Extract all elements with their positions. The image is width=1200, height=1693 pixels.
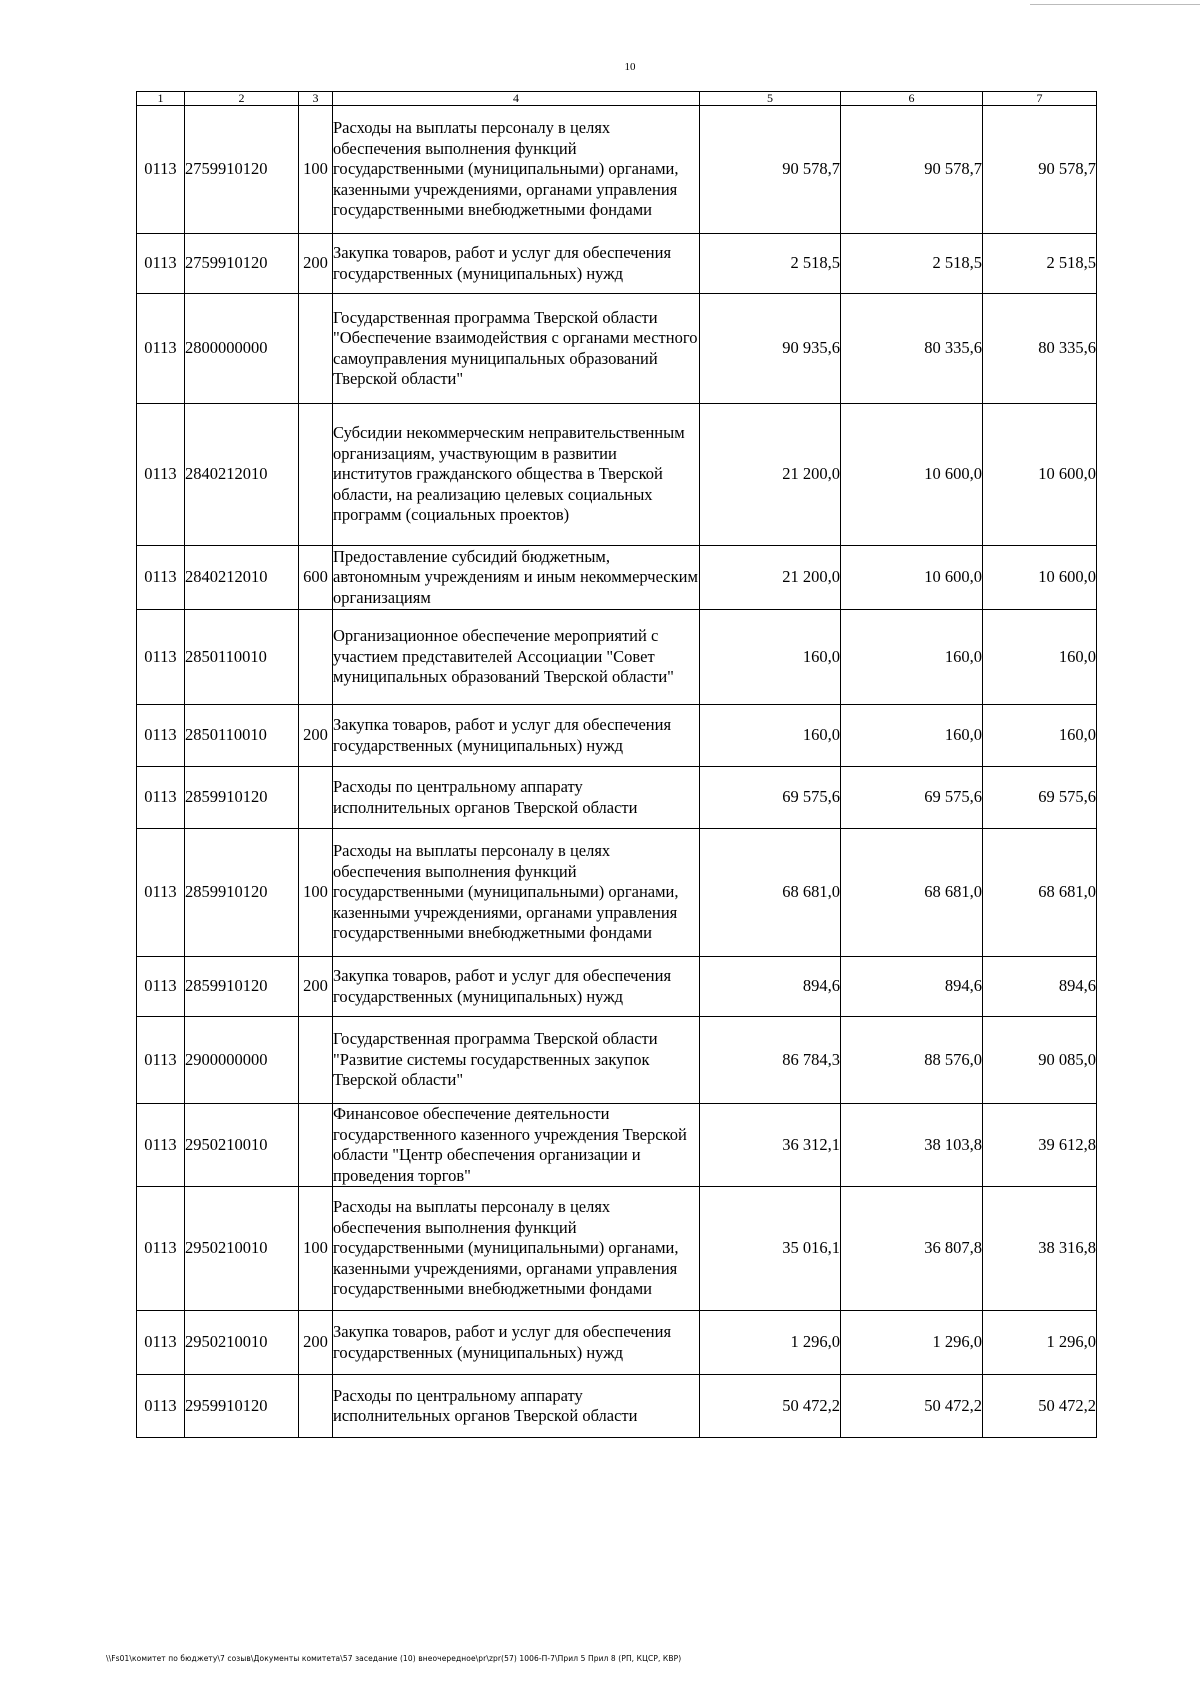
- row-description: Расходы по центральному аппарату исполнительных органов Тверской области: [333, 767, 700, 829]
- amount-year-2: 90 578,7: [841, 106, 983, 234]
- amount-year-3: 39 612,8: [983, 1104, 1097, 1187]
- amount-year-1: 36 312,1: [700, 1104, 841, 1187]
- row-description: Финансовое обеспечение деятельности государственного казенного учреждения Тверской области "Центр обеспечения организации и проведения торгов": [333, 1104, 700, 1187]
- amount-year-1: 86 784,3: [700, 1017, 841, 1104]
- table-row: [137, 705, 1097, 767]
- column-header-6: 6: [841, 92, 983, 106]
- target-article-code: 2859910120: [185, 829, 299, 957]
- column-header-4: 4: [333, 92, 700, 106]
- amount-year-2: 10 600,0: [841, 546, 983, 610]
- amount-year-3: 10 600,0: [983, 546, 1097, 610]
- budget-table: [136, 91, 1097, 1438]
- table-row: [137, 610, 1097, 705]
- amount-year-3: 68 681,0: [983, 829, 1097, 957]
- page-number: 10: [624, 61, 636, 73]
- table-row: [137, 1187, 1097, 1311]
- section-code: 0113: [137, 1311, 185, 1375]
- amount-year-3: 160,0: [983, 610, 1097, 705]
- amount-year-3: 2 518,5: [983, 234, 1097, 294]
- row-description: Закупка товаров, работ и услуг для обеспечения государственных (муниципальных) нужд: [333, 705, 700, 767]
- row-description: Государственная программа Тверской области "Обеспечение взаимодействия с органами местного самоуправления муниципальных образований Тверской области": [333, 294, 700, 404]
- expense-type-code: [299, 767, 333, 829]
- amount-year-2: 38 103,8: [841, 1104, 983, 1187]
- section-code: 0113: [137, 1375, 185, 1438]
- target-article-code: 2850110010: [185, 610, 299, 705]
- table-row: [137, 234, 1097, 294]
- section-code: 0113: [137, 1187, 185, 1311]
- expense-type-code: 200: [299, 957, 333, 1017]
- amount-year-3: 90 085,0: [983, 1017, 1097, 1104]
- amount-year-1: 2 518,5: [700, 234, 841, 294]
- expense-type-code: [299, 1375, 333, 1438]
- amount-year-1: 894,6: [700, 957, 841, 1017]
- amount-year-3: 90 578,7: [983, 106, 1097, 234]
- amount-year-3: 38 316,8: [983, 1187, 1097, 1311]
- table-row: [137, 294, 1097, 404]
- column-header-7: 7: [983, 92, 1097, 106]
- target-article-code: 2950210010: [185, 1311, 299, 1375]
- expense-type-code: [299, 294, 333, 404]
- expense-type-code: [299, 1104, 333, 1187]
- amount-year-3: 50 472,2: [983, 1375, 1097, 1438]
- target-article-code: 2840212010: [185, 546, 299, 610]
- table-row: [137, 829, 1097, 957]
- scan-edge-line: [1030, 4, 1200, 5]
- amount-year-1: 69 575,6: [700, 767, 841, 829]
- target-article-code: 2850110010: [185, 705, 299, 767]
- row-description: Закупка товаров, работ и услуг для обеспечения государственных (муниципальных) нужд: [333, 1311, 700, 1375]
- amount-year-1: 1 296,0: [700, 1311, 841, 1375]
- table-row: [137, 1017, 1097, 1104]
- row-description: Расходы на выплаты персоналу в целях обеспечения выполнения функций государственными (муниципальными) органами, казенными учреждениями, органами управления государственными внебюджетными фондами: [333, 1187, 700, 1311]
- amount-year-2: 80 335,6: [841, 294, 983, 404]
- row-description: Расходы на выплаты персоналу в целях обеспечения выполнения функций государственными (муниципальными) органами, казенными учреждениями, органами управления государственными внебюджетными фондами: [333, 106, 700, 234]
- amount-year-1: 21 200,0: [700, 546, 841, 610]
- row-description: Расходы на выплаты персоналу в целях обеспечения выполнения функций государственными (муниципальными) органами, казенными учреждениями, органами управления государственными внебюджетными фондами: [333, 829, 700, 957]
- file-path-footer: \\Fs01\комитет по бюджету\7 созыв\Документы комитета\57 заседание (10) внеочередное\pr\zpr(57) 1006-П-7\Прил 5 Прил 8 (РП, КЦСР, КВР): [106, 1654, 682, 1663]
- target-article-code: 2759910120: [185, 234, 299, 294]
- amount-year-1: 35 016,1: [700, 1187, 841, 1311]
- row-description: Организационное обеспечение мероприятий с участием представителей Ассоциации "Совет муниципальных образований Тверской области": [333, 610, 700, 705]
- table-row: [137, 404, 1097, 546]
- amount-year-2: 1 296,0: [841, 1311, 983, 1375]
- amount-year-2: 69 575,6: [841, 767, 983, 829]
- section-code: 0113: [137, 106, 185, 234]
- section-code: 0113: [137, 957, 185, 1017]
- section-code: 0113: [137, 294, 185, 404]
- amount-year-2: 160,0: [841, 705, 983, 767]
- section-code: 0113: [137, 546, 185, 610]
- column-header-5: 5: [700, 92, 841, 106]
- amount-year-2: 68 681,0: [841, 829, 983, 957]
- amount-year-2: 2 518,5: [841, 234, 983, 294]
- target-article-code: 2959910120: [185, 1375, 299, 1438]
- table-row: [137, 1104, 1097, 1187]
- amount-year-1: 160,0: [700, 705, 841, 767]
- section-code: 0113: [137, 829, 185, 957]
- column-header-3: 3: [299, 92, 333, 106]
- section-code: 0113: [137, 404, 185, 546]
- row-description: Закупка товаров, работ и услуг для обеспечения государственных (муниципальных) нужд: [333, 957, 700, 1017]
- expense-type-code: 100: [299, 829, 333, 957]
- row-description: Расходы по центральному аппарату исполнительных органов Тверской области: [333, 1375, 700, 1438]
- expense-type-code: 600: [299, 546, 333, 610]
- section-code: 0113: [137, 705, 185, 767]
- amount-year-2: 50 472,2: [841, 1375, 983, 1438]
- section-code: 0113: [137, 1017, 185, 1104]
- amount-year-3: 80 335,6: [983, 294, 1097, 404]
- amount-year-1: 68 681,0: [700, 829, 841, 957]
- amount-year-3: 10 600,0: [983, 404, 1097, 546]
- target-article-code: 2900000000: [185, 1017, 299, 1104]
- section-code: 0113: [137, 1104, 185, 1187]
- table-row: [137, 767, 1097, 829]
- expense-type-code: [299, 610, 333, 705]
- amount-year-2: 36 807,8: [841, 1187, 983, 1311]
- amount-year-3: 69 575,6: [983, 767, 1097, 829]
- amount-year-2: 88 576,0: [841, 1017, 983, 1104]
- target-article-code: 2759910120: [185, 106, 299, 234]
- table-row: [137, 546, 1097, 610]
- target-article-code: 2800000000: [185, 294, 299, 404]
- section-code: 0113: [137, 234, 185, 294]
- expense-type-code: 100: [299, 106, 333, 234]
- amount-year-2: 894,6: [841, 957, 983, 1017]
- expense-type-code: 200: [299, 1311, 333, 1375]
- expense-type-code: [299, 1017, 333, 1104]
- target-article-code: 2950210010: [185, 1187, 299, 1311]
- expense-type-code: 200: [299, 705, 333, 767]
- amount-year-1: 160,0: [700, 610, 841, 705]
- table-row: [137, 1311, 1097, 1375]
- target-article-code: 2840212010: [185, 404, 299, 546]
- amount-year-1: 21 200,0: [700, 404, 841, 546]
- expense-type-code: [299, 404, 333, 546]
- expense-type-code: 100: [299, 1187, 333, 1311]
- section-code: 0113: [137, 767, 185, 829]
- row-description: Государственная программа Тверской области "Развитие системы государственных закупок Тверской области": [333, 1017, 700, 1104]
- amount-year-2: 10 600,0: [841, 404, 983, 546]
- section-code: 0113: [137, 610, 185, 705]
- column-number-row: [137, 92, 1097, 106]
- row-description: Предоставление субсидий бюджетным, автономным учреждениям и иным некоммерческим организациям: [333, 546, 700, 610]
- target-article-code: 2859910120: [185, 767, 299, 829]
- table-row: [137, 957, 1097, 1017]
- expense-type-code: 200: [299, 234, 333, 294]
- amount-year-1: 50 472,2: [700, 1375, 841, 1438]
- amount-year-3: 160,0: [983, 705, 1097, 767]
- target-article-code: 2859910120: [185, 957, 299, 1017]
- table-row: [137, 1375, 1097, 1438]
- row-description: Субсидии некоммерческим неправительственным организациям, участвующим в развитии институтов гражданского общества в Тверской области, на реализацию целевых социальных программ (социальных проектов): [333, 404, 700, 546]
- column-header-1: 1: [137, 92, 185, 106]
- row-description: Закупка товаров, работ и услуг для обеспечения государственных (муниципальных) нужд: [333, 234, 700, 294]
- amount-year-1: 90 935,6: [700, 294, 841, 404]
- amount-year-3: 1 296,0: [983, 1311, 1097, 1375]
- amount-year-1: 90 578,7: [700, 106, 841, 234]
- column-header-2: 2: [185, 92, 299, 106]
- table-row: [137, 106, 1097, 234]
- amount-year-2: 160,0: [841, 610, 983, 705]
- target-article-code: 2950210010: [185, 1104, 299, 1187]
- amount-year-3: 894,6: [983, 957, 1097, 1017]
